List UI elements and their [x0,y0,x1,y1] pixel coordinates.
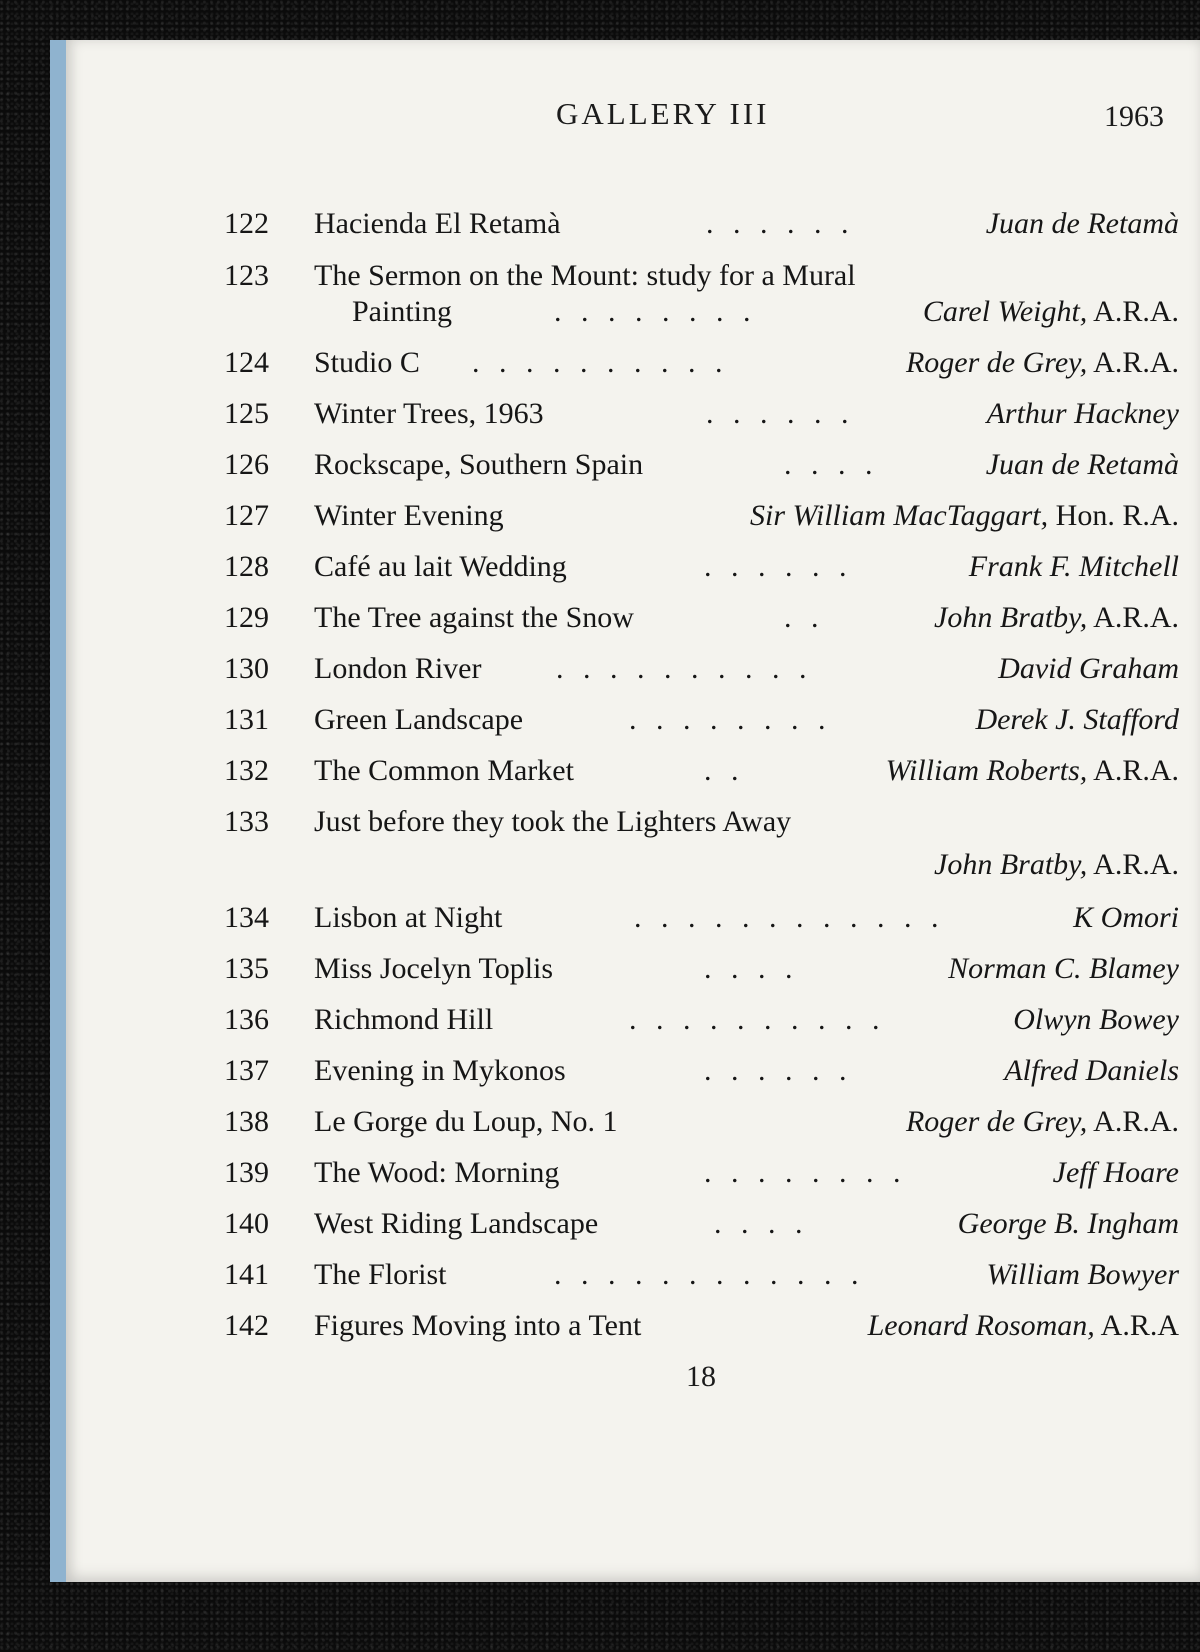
entry-number: 137 [224,1054,269,1087]
entry-artist: Derek J. Stafford [975,703,1179,736]
entry-number: 132 [224,754,269,787]
entry-number: 123 [224,259,269,292]
entry-artist: Juan de Retamà [985,207,1179,240]
entry-title: The Sermon on the Mount: study for a Mural [314,259,856,292]
page-year: 1963 [1104,100,1164,133]
entry-title: Evening in Mykonos [314,1054,566,1087]
list-item [224,496,1179,536]
entry-artist: Roger de Grey, A.R.A. [905,1105,1179,1138]
entry-number: 141 [224,1258,269,1291]
list-item [224,343,1179,383]
entry-artist: Norman C. Blamey [948,952,1179,985]
list-item-continuation [224,292,1179,332]
page-title: GALLERY III [556,96,770,131]
list-item [224,1255,1179,1295]
entry-artist: Frank F. Mitchell [968,550,1179,583]
page-number: 18 [686,1360,716,1393]
list-item [224,547,1179,587]
entry-number: 138 [224,1105,269,1138]
entry-leader-dots: . . . . . . . . . . [629,1003,886,1036]
entry-number: 128 [224,550,269,583]
entry-title: West Riding Landscape [314,1207,599,1240]
list-item [224,445,1179,485]
entry-number: 125 [224,397,269,430]
list-item [224,1000,1179,1040]
entry-artist: George B. Ingham [957,1207,1179,1240]
entry-artist: Juan de Retamà [985,448,1179,481]
entry-number: 133 [224,805,269,838]
entry-number: 135 [224,952,269,985]
list-item [224,204,1179,244]
list-item [224,394,1179,434]
list-item [224,1306,1179,1346]
entry-artist: Arthur Hackney [986,397,1179,430]
entry-title: The Common Market [314,754,574,787]
entry-artist: William Roberts, A.R.A. [885,754,1179,787]
list-item [224,649,1179,689]
entry-number: 129 [224,601,269,634]
entry-title: Studio C [314,346,420,379]
entry-number: 139 [224,1156,269,1189]
entry-title: Café au lait Wedding [314,550,567,583]
entry-leader-dots: . . . . . . . . [704,1156,907,1189]
entry-title: The Wood: Morning [314,1156,560,1189]
entry-leader-dots: . . . . . . . . . . [556,652,813,685]
entry-leader-dots: . . . . . . [704,550,853,583]
entry-artist: Jeff Hoare [1052,1156,1179,1189]
entry-number: 124 [224,346,269,379]
list-item [224,949,1179,989]
entry-title: Just before they took the Lighters Away [314,805,792,838]
entry-leader-dots: . . [784,601,825,634]
entry-number: 136 [224,1003,269,1036]
entry-artist: Olwyn Bowey [1013,1003,1179,1036]
list-item [224,1102,1179,1142]
entry-artist: John Bratby, A.R.A. [934,601,1179,634]
entry-title-continued: Painting [352,295,453,328]
entry-title: The Tree against the Snow [314,601,634,634]
list-item [224,802,1179,842]
entry-leader-dots: . . . . . . [706,397,855,430]
list-item [224,751,1179,791]
entry-number: 131 [224,703,269,736]
entry-title: Figures Moving into a Tent [314,1309,642,1342]
entry-leader-dots: . . [704,754,745,787]
entry-number: 127 [224,499,269,532]
entry-artist: Carel Weight, A.R.A. [922,295,1179,328]
entry-artist: Roger de Grey, A.R.A. [905,346,1179,379]
entry-artist: Alfred Daniels [1004,1054,1179,1087]
entry-artist: William Bowyer [986,1258,1179,1291]
entry-title: London River [314,652,482,685]
entry-title: Rockscape, Southern Spain [314,448,644,481]
entry-number: 140 [224,1207,269,1240]
list-item [224,700,1179,740]
entry-title: Winter Trees, 1963 [314,397,544,430]
entry-leader-dots: . . . . [714,1207,809,1240]
entry-leader-dots: . . . . . . [704,1054,853,1087]
entry-title: Hacienda El Retamà [314,207,561,240]
entry-artist: John Bratby, A.R.A. [934,848,1179,881]
list-item [224,1204,1179,1244]
entry-artist: Sir William MacTaggart, Hon. R.A. [750,499,1179,532]
entry-number: 122 [224,207,269,240]
entry-leader-dots: . . . . . . . . [629,703,832,736]
entry-number: 142 [224,1309,269,1342]
entry-leader-dots: . . . . . . . . [554,295,757,328]
entry-title: Lisbon at Night [314,901,503,934]
entry-number: 134 [224,901,269,934]
entry-artist: David Graham [998,652,1179,685]
list-item [224,598,1179,638]
entry-artist: Leonard Rosoman, A.R.A [867,1309,1179,1342]
entry-number: 130 [224,652,269,685]
list-item [224,1153,1179,1193]
entry-leader-dots: . . . . . . [706,207,855,240]
list-item-continuation [224,845,1179,885]
entry-title: Winter Evening [314,499,504,532]
entry-artist: K Omori [1073,901,1179,934]
entry-leader-dots: . . . . . . . . . . . . [554,1258,865,1291]
entry-title: Richmond Hill [314,1003,494,1036]
entry-leader-dots: . . . . [784,448,879,481]
entry-title: Miss Jocelyn Toplis [314,952,554,985]
entry-number: 126 [224,448,269,481]
entry-title: Le Gorge du Loup, No. 1 [314,1105,618,1138]
entry-leader-dots: . . . . [704,952,799,985]
entry-leader-dots: . . . . . . . . . . . . [634,901,945,934]
entry-leader-dots: . . . . . . . . . . [472,346,729,379]
list-item [224,1051,1179,1091]
list-item [224,898,1179,938]
entry-title: Green Landscape [314,703,524,736]
entry-title: The Florist [314,1258,447,1291]
list-item [224,256,1179,296]
